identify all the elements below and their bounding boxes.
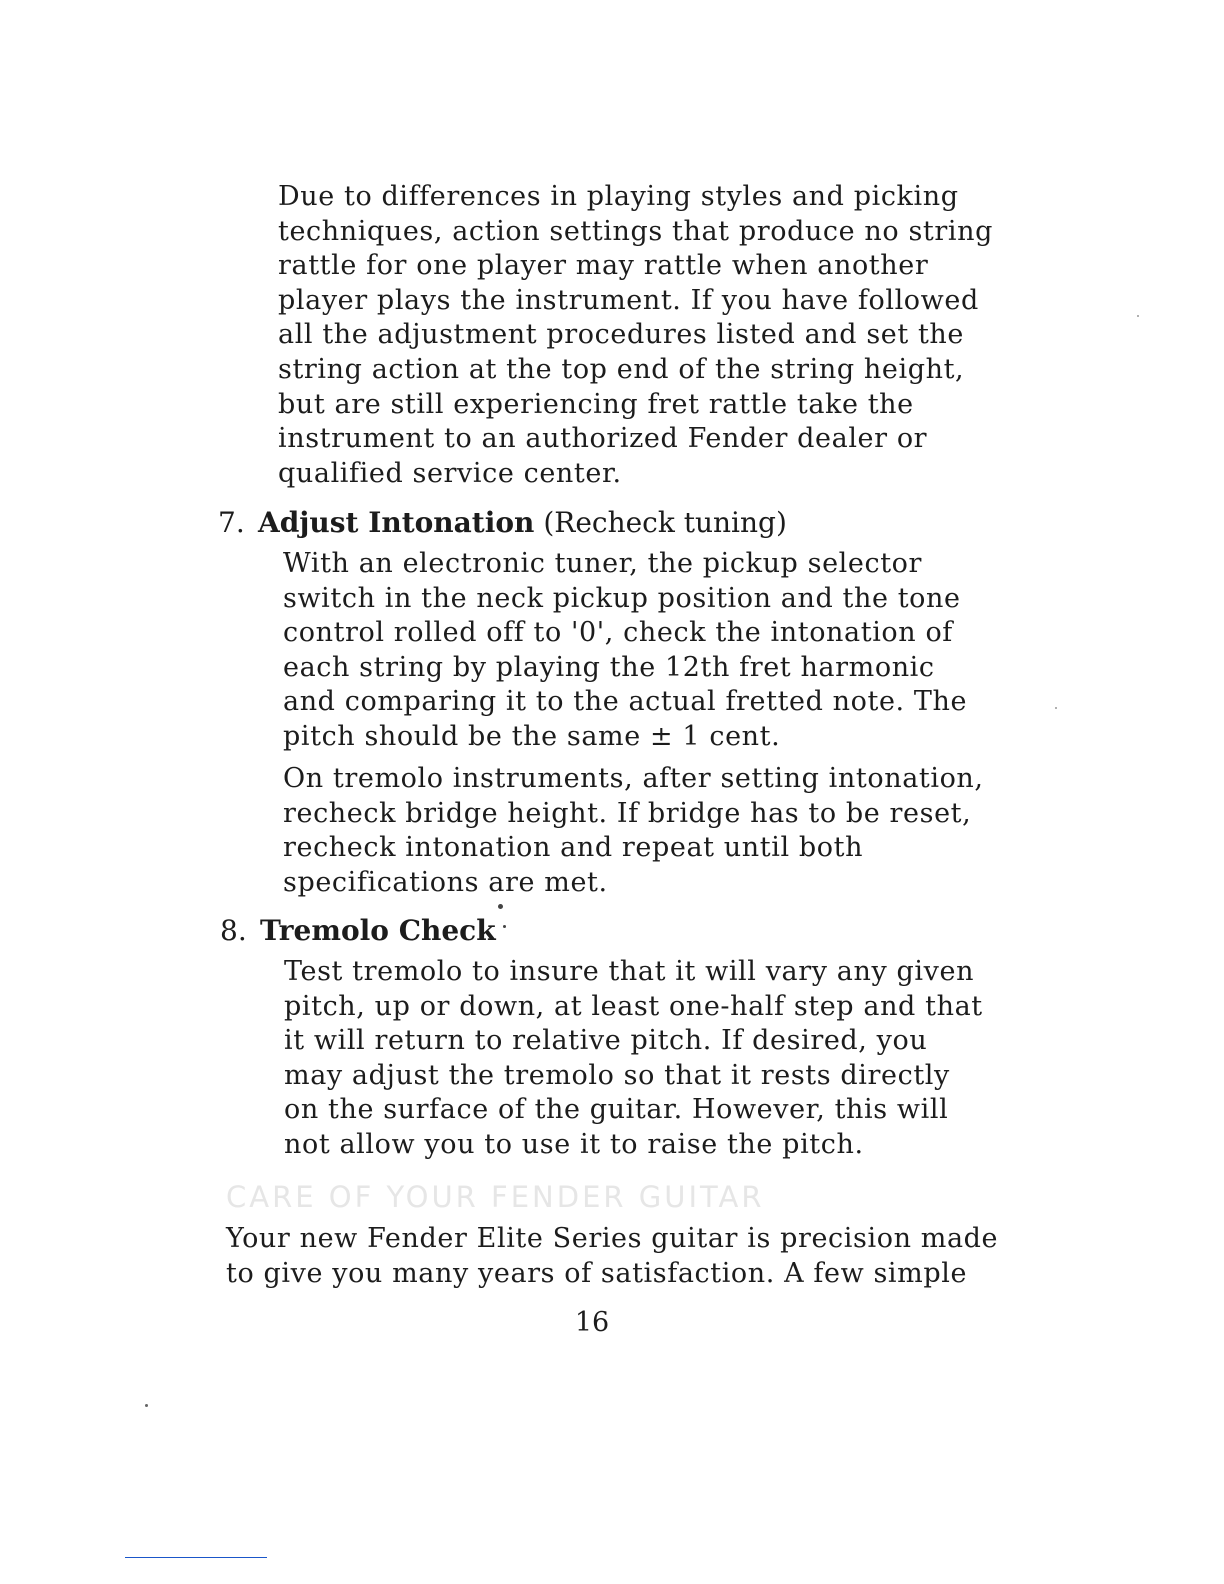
step8-line: on the surface of the guitar. However, this will <box>284 1094 949 1126</box>
step7-p1-line: switch in the neck pickup position and the tone <box>283 582 961 614</box>
step7-p1-line: control rolled off to '0', check the intonation of <box>283 617 953 649</box>
step7-subtitle: (Recheck tuning) <box>543 506 787 539</box>
care-paragraph <box>226 1222 998 1291</box>
step7-p1-line: With an electronic tuner, the pickup selector <box>283 548 923 579</box>
care-line: to give you many years of satisfaction. A few simple <box>226 1257 968 1289</box>
step7-heading <box>218 506 787 540</box>
step8-number: 8. <box>220 914 247 947</box>
step7-p1-line: and comparing it to the actual fretted note. The <box>283 686 968 718</box>
care-line: Your new Fender Elite Series guitar is precision made <box>226 1223 999 1254</box>
scan-speck <box>1055 707 1057 709</box>
intro-paragraph <box>278 180 993 491</box>
step7-p1-line: pitch should be the same ± 1 cent. <box>283 720 781 752</box>
intro-line: string action at the top end of the string height, <box>278 353 965 385</box>
scan-speck <box>1137 315 1139 317</box>
step7-p2-line: recheck bridge height. If bridge has to be reset, <box>283 797 972 829</box>
step7-p2-line: specifications are met. <box>283 866 608 898</box>
intro-line: instrument to an authorized Fender dealer or <box>278 423 928 455</box>
step8-line: may adjust the tremolo so that it rests directly <box>284 1059 950 1091</box>
step7-number: 7. <box>218 506 245 539</box>
intro-line: but are still experiencing fret rattle take the <box>278 388 914 420</box>
step7-p1-line: each string by playing the 12th fret harmonic <box>283 651 935 683</box>
step7-paragraph-1 <box>283 547 967 755</box>
step8-heading <box>220 914 496 948</box>
scan-speck <box>498 904 503 909</box>
intro-line: player plays the instrument. If you have followed <box>278 284 979 316</box>
step8-line: it will return to relative pitch. If desired, you <box>284 1025 928 1057</box>
care-section-heading: CARE OF YOUR FENDER GUITAR <box>226 1180 765 1214</box>
step8-title: Tremolo Check <box>260 914 496 947</box>
step7-title: Adjust Intonation <box>258 506 535 539</box>
step8-paragraph <box>284 955 983 1163</box>
intro-line: rattle for one player may rattle when another <box>278 250 929 282</box>
bottom-rule <box>125 1557 267 1558</box>
step7-p2-line: recheck intonation and repeat until both <box>283 832 864 864</box>
intro-line: techniques, action settings that produce no string <box>278 215 993 247</box>
intro-line: qualified service center. <box>278 457 622 489</box>
intro-line: Due to differences in playing styles and picking <box>278 181 959 212</box>
page-number: 16 <box>574 1307 610 1338</box>
step7-paragraph-2 <box>283 762 984 900</box>
step8-line: pitch, up or down, at least one-half step and that <box>284 990 983 1022</box>
step7-p2-line: On tremolo instruments, after setting intonation, <box>283 763 984 794</box>
step8-line: Test tremolo to insure that it will vary any given <box>284 956 975 987</box>
scan-speck <box>503 925 506 928</box>
intro-line: all the adjustment procedures listed and set the <box>278 319 965 351</box>
step8-line: not allow you to use it to raise the pitch. <box>284 1128 864 1160</box>
scan-speck <box>145 1404 148 1407</box>
